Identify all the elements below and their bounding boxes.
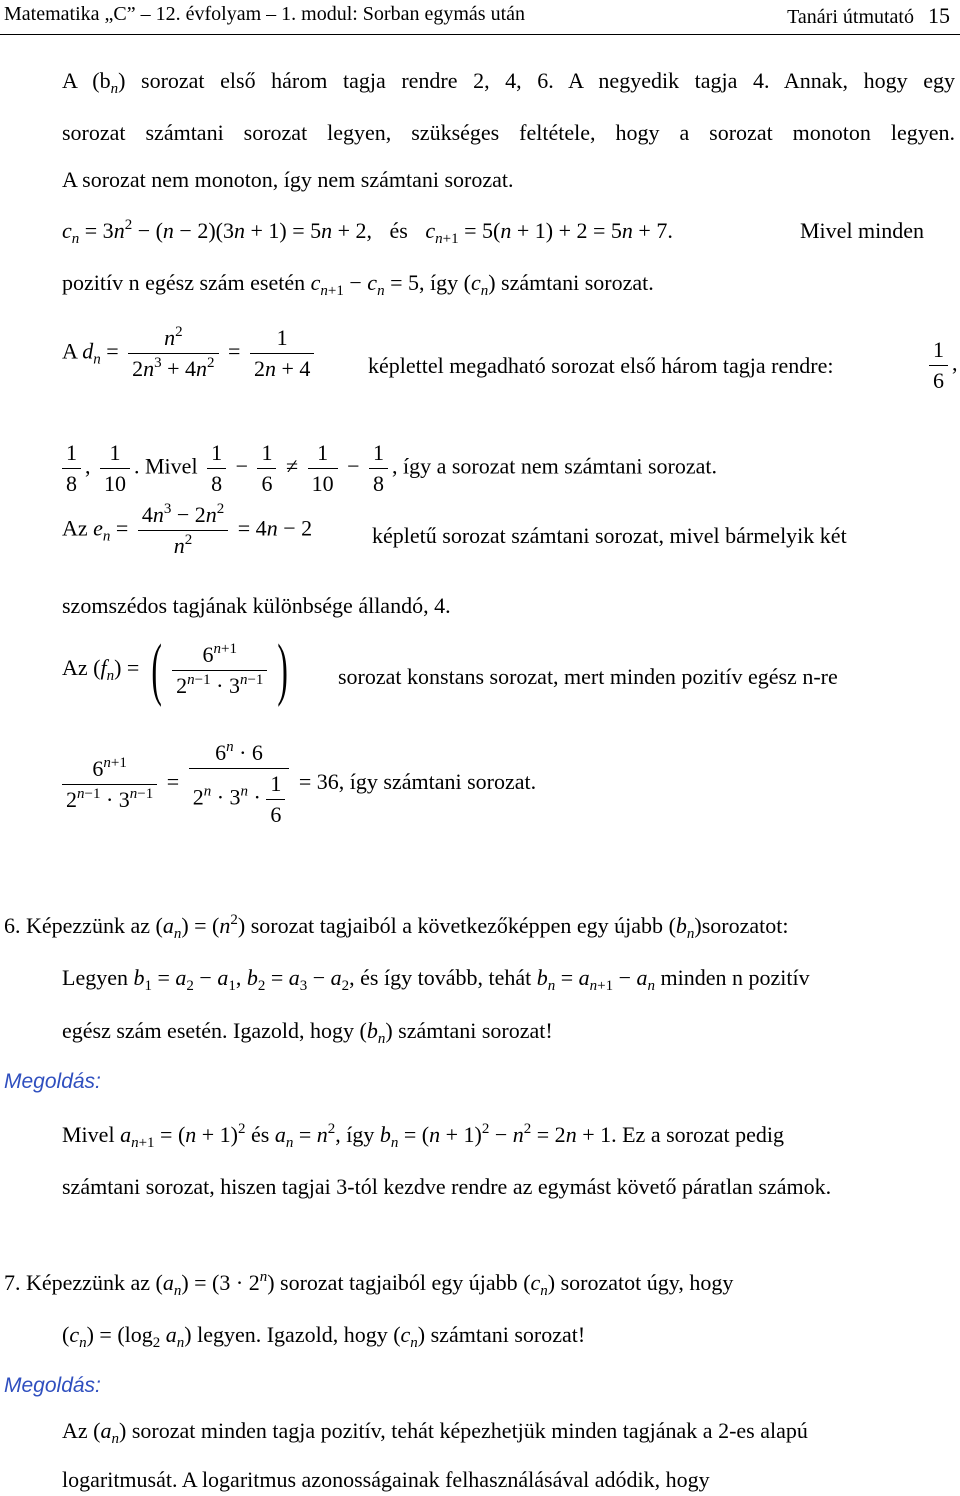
text-line-1: A $(b_n)$ sorozat első három tagja rendre 2, 4, 6. A negyedik tagja 4. Annak, hogy egy <box>62 68 955 97</box>
text-fragment: sorozat tagjaiból egy újabb <box>280 1270 518 1295</box>
task-6-line-2: Legyen $b_1 = a_2 - a_1$, $b_2 = a_3 - a_2$, és így tovább, tehát $b_n = a_{n+1} - a_n$ minden n pozitív <box>62 965 810 994</box>
text-fragment: minden n pozitív <box>660 965 810 990</box>
text-fragment: Mivel <box>62 1122 115 1147</box>
text-line-8: sorozat konstans sorozat, mert minden pozitív egész n-re <box>338 664 838 689</box>
formula-fn: Az $(f_n)$ = ( $\frac{6^{n+1}}{2^{n-1} \cdot 3^{n-1}}$ ) <box>62 631 289 708</box>
text-fragment: pozitív n egész szám esetén <box>62 270 306 295</box>
text-line-6: képletű sorozat számtani sorozat, mivel bármelyik két <box>372 523 847 548</box>
formula-dn: A $d_n$ = $\frac{n^2}{2n^3 + 4n^2}$ = $\frac{1}{2n + 4}$ <box>62 323 318 384</box>
text-fragment: sorozat tagjaiból a következőképpen egy újabb <box>250 913 664 938</box>
header-guide: Tanári útmutató <box>787 6 914 28</box>
task-6-line-3: egész szám esetén. Igazold, hogy $(b_n)$ számtani sorozat! <box>62 1018 553 1047</box>
text-fragment: . Ez a sorozat pedig <box>611 1122 784 1147</box>
text-fragment: sorozat minden tagja pozitív, tehát képezhetjük minden tagjának a 2-es alapú <box>131 1418 808 1443</box>
text-line-7: szomszédos tagjának különbsége állandó, 4. <box>62 593 451 618</box>
task-7-line-2: $(c_n) = (\log_2$ $a_n$) legyen. Igazold, hogy $(c_n)$ számtani sorozat! <box>62 1322 586 1351</box>
text-fragment: legyen. Igazold, hogy <box>197 1322 388 1347</box>
solution-6-line-2: számtani sorozat, hiszen tagjai 3-tól kezdve rendre az egymást követő páratlan számok. <box>62 1174 832 1199</box>
text-line-5: képlettel megadható sorozat első három tagja rendre: <box>368 353 834 378</box>
solution-7-line-1: Az $(a_n)$ sorozat minden tagja pozitív, tehát képezhetjük minden tagjának a 2-es alapú <box>62 1418 808 1447</box>
page-header <box>0 0 960 35</box>
text-fragment: Legyen <box>62 965 128 990</box>
text-mivel: Mivel minden <box>800 218 925 243</box>
text-fragment: egész szám esetén. Igazold, hogy <box>62 1018 354 1043</box>
task-6-line-1: 6. Képezzünk az $(a_n) = (n^2)$ sorozat tagjaiból a következőképpen egy újabb $(b_n)sorozatot$: <box>4 912 789 942</box>
text-fragment: . Mivel <box>134 453 198 479</box>
text-line-3: A sorozat nem monoton, így nem számtani sorozat. <box>62 167 514 192</box>
fraction-1-6: $\frac{1}{6}$ , <box>925 335 958 396</box>
formula-fn-value: $\frac{6^{n+1}}{2^{n-1} \cdot 3^{n-1}}$ = $6^n \cdot 6$ $2^n \cdot 3^n$ · $\frac{1}{6}$ = 36, így számtani sorozat. <box>58 738 536 830</box>
text-fragment: , így a sorozat nem számtani sorozat. <box>391 453 717 479</box>
header-title: Matematika „C” – 12. évfolyam – 1. modul: Sorban egymás után <box>4 3 525 25</box>
formula-mivel-d: $\frac{1}{8}$ , $\frac{1}{10}$ . Mivel $\frac{1}{8}$ − $\frac{1}{6}$ ≠ $\frac{1}{10}$ − $\frac{1}{8}$ , így a sorozat nem számtani sorozat. <box>58 438 717 499</box>
solution-label-6: Megoldás: <box>4 1070 101 1093</box>
text-fragment: , így <box>418 270 459 295</box>
header-right <box>787 3 950 29</box>
text-fragment: számtani sorozat. <box>501 270 654 295</box>
text-line-4: pozitív n egész szám esetén $c_{n+1} - c_n = 5$, így $(c_n)$ számtani sorozat. <box>62 270 654 299</box>
text-fragment: sorozatot: <box>701 913 789 938</box>
text-fragment: Az <box>62 1418 88 1443</box>
text-fragment: A (b <box>62 68 111 93</box>
text-fragment: sorozatot úgy, hogy <box>560 1270 734 1295</box>
page-number: 15 <box>928 3 950 28</box>
text-fragment: , és így tovább, tehát <box>349 965 532 990</box>
formula-en: Az $e_n$ = $\frac{4n^3 - 2n^2}{n^2}$ = 4n − 2 <box>62 501 313 558</box>
formula-cn: $c_n = 3n^2 - (n - 2)(3n + 1) = 5n + 2$, és $c_{n+1} = 5(n + 1) + 2 = 5n + 7$. <box>62 217 673 247</box>
solution-7-line-2: logaritmusát. A logaritmus azonosságainak felhasználásával adódik, hogy <box>62 1467 710 1492</box>
text-fragment: , így <box>335 1122 375 1147</box>
task-7-line-1: 7. Képezzünk az $(a_n) = (3 \cdot 2^n)$ sorozat tagjaiból egy újabb $(c_n)$ sorozatot úgy, hogy <box>4 1269 734 1299</box>
text-fragment: számtani sorozat! <box>398 1018 553 1043</box>
text-fragment: ) sorozat első három tagja rendre 2, 4, 6. A negyedik tagja 4. Annak, hogy egy <box>118 68 955 93</box>
text-fragment: 7. Képezzünk az <box>4 1270 150 1295</box>
solution-6-line-1: Mivel $a_{n+1} = (n + 1)^2$ és $a_n = n^2$, így $b_n = (n + 1)^2 - n^2 = 2n + 1$. Ez a sorozat pedig <box>62 1121 784 1151</box>
text-line-2: sorozat számtani sorozat legyen, szükséges feltétele, hogy a sorozat monoton legyen. <box>62 120 955 145</box>
text-fragment: és <box>251 1122 270 1147</box>
text-fragment: 6. Képezzünk az <box>4 913 150 938</box>
solution-label-7: Megoldás: <box>4 1374 101 1397</box>
text-fragment: számtani sorozat! <box>430 1322 586 1347</box>
text-fragment: , így számtani sorozat. <box>338 769 537 795</box>
